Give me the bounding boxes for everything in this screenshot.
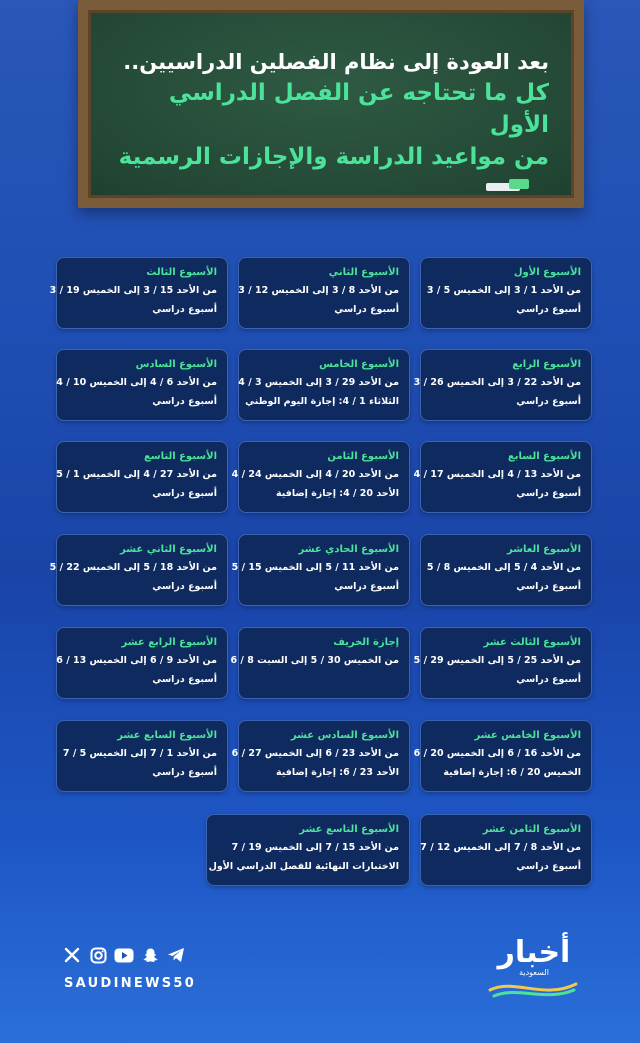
week-note: أسبوع دراسي <box>516 396 581 407</box>
week-card <box>420 534 592 606</box>
week-title: الأسبوع الثامن عشر <box>482 824 581 835</box>
week-title: الأسبوع الرابع <box>512 359 581 370</box>
week-card <box>56 720 228 792</box>
week-title: الأسبوع الرابع عشر <box>121 637 217 648</box>
week-date-range: من الأحد 4 / 5 إلى الخميس 8 / 5 <box>426 562 581 573</box>
week-note: أسبوع دراسي <box>334 581 399 592</box>
week-date-range: من الخميس 30 / 5 إلى السبت 8 / 6 <box>230 655 399 666</box>
week-title: الأسبوع السابع عشر <box>117 730 217 741</box>
week-date-range: من الأحد 8 / 3 إلى الخميس 12 / 3 <box>238 285 399 296</box>
week-card <box>231 441 410 513</box>
week-title: الأسبوع التاسع <box>143 451 217 462</box>
logo-subtitle: السعودية <box>519 968 549 977</box>
week-title: الأسبوع الثامن <box>327 451 399 462</box>
snapchat-icon[interactable] <box>140 945 160 965</box>
week-note: الخميس 20 / 6: إجازة إضافية <box>443 767 581 778</box>
week-card <box>238 349 410 421</box>
week-date-range: من الأحد 22 / 3 إلى الخميس 26 / 3 <box>413 377 581 388</box>
week-title: الأسبوع السادس <box>135 359 217 370</box>
youtube-icon[interactable] <box>114 945 134 965</box>
week-date-range: من الأحد 15 / 7 إلى الخميس 19 / 7 <box>231 842 399 853</box>
x-icon[interactable] <box>62 945 82 965</box>
week-note: أسبوع دراسي <box>152 674 217 685</box>
week-note: أسبوع دراسي <box>152 396 217 407</box>
week-note: أسبوع دراسي <box>152 304 217 315</box>
week-card <box>206 814 410 886</box>
week-date-range: من الأحد 23 / 6 إلى الخميس 27 / 6 <box>231 748 399 759</box>
week-date-range: من الأحد 27 / 4 إلى الخميس 1 / 5 <box>56 469 217 480</box>
week-note: أسبوع دراسي <box>516 861 581 872</box>
week-date-range: من الأحد 18 / 5 إلى الخميس 22 / 5 <box>49 562 217 573</box>
akhbar-logo <box>484 934 584 1000</box>
week-date-range: من الأحد 16 / 6 إلى الخميس 20 / 6 <box>413 748 581 759</box>
week-note: الثلاثاء 1 / 4: إجازة اليوم الوطني <box>245 396 399 407</box>
social-links <box>62 945 186 965</box>
week-card <box>49 257 228 329</box>
week-date-range: من الأحد 1 / 7 إلى الخميس 5 / 7 <box>62 748 217 759</box>
chalkboard-surface <box>88 10 574 198</box>
week-date-range: من الأحد 20 / 4 إلى الخميس 24 / 4 <box>231 469 399 480</box>
week-card <box>420 257 592 329</box>
week-card <box>413 627 592 699</box>
week-title: الأسبوع الثالث <box>146 267 217 278</box>
week-note: الاختبارات النهائية للفصل الدراسي الأول <box>208 861 399 872</box>
week-card <box>230 627 410 699</box>
week-note: أسبوع دراسي <box>516 304 581 315</box>
week-note: أسبوع دراسي <box>516 581 581 592</box>
week-note: الأحد 20 / 4: إجازة إضافية <box>276 488 399 499</box>
week-card <box>56 441 228 513</box>
social-handle: SAUDINEWS50 <box>64 976 197 991</box>
week-card <box>420 814 592 886</box>
week-title: إجازة الخريف <box>333 637 399 648</box>
week-card <box>49 534 228 606</box>
week-date-range: من الأحد 15 / 3 إلى الخميس 19 / 3 <box>49 285 217 296</box>
week-note: أسبوع دراسي <box>152 767 217 778</box>
headline-line-2: كل ما تحتاجه عن الفصل الدراسي الأول <box>168 80 549 138</box>
week-note: أسبوع دراسي <box>516 674 581 685</box>
week-title: الأسبوع الخامس <box>319 359 399 370</box>
headline-line-3: من مواعيد الدراسة والإجازات الرسمية <box>118 144 549 170</box>
week-date-range: من الأحد 8 / 7 إلى الخميس 12 / 7 <box>420 842 581 853</box>
week-card <box>231 720 410 792</box>
week-note: أسبوع دراسي <box>152 581 217 592</box>
week-date-range: من الأحد 29 / 3 إلى الخميس 3 / 4 <box>238 377 399 388</box>
week-title: الأسبوع الثالث عشر <box>483 637 581 648</box>
week-card <box>413 720 592 792</box>
week-date-range: من الأحد 1 / 3 إلى الخميس 5 / 3 <box>426 285 581 296</box>
week-title: الأسبوع السادس عشر <box>290 730 399 741</box>
week-note: أسبوع دراسي <box>334 304 399 315</box>
instagram-icon[interactable] <box>88 945 108 965</box>
week-title: الأسبوع السابع <box>507 451 581 462</box>
week-note: الأحد 23 / 6: إجازة إضافية <box>276 767 399 778</box>
week-card <box>56 627 228 699</box>
week-card <box>56 349 228 421</box>
week-title: الأسبوع الخامس عشر <box>474 730 581 741</box>
week-card <box>413 349 592 421</box>
week-date-range: من الأحد 25 / 5 إلى الخميس 29 / 5 <box>413 655 581 666</box>
week-date-range: من الأحد 9 / 6 إلى الخميس 13 / 6 <box>56 655 217 666</box>
logo-text: أخبار <box>497 935 571 970</box>
week-title: الأسبوع الثاني عشر <box>120 544 217 555</box>
logo-wave-icon <box>484 976 584 1000</box>
headline-line-1: بعد العودة إلى نظام الفصلين الدراسيين.. <box>123 50 549 74</box>
chalk-eraser <box>509 179 529 189</box>
telegram-icon[interactable] <box>166 945 186 965</box>
week-date-range: من الأحد 6 / 4 إلى الخميس 10 / 4 <box>56 377 217 388</box>
week-note: أسبوع دراسي <box>152 488 217 499</box>
week-card <box>231 534 410 606</box>
week-title: الأسبوع الثاني <box>328 267 399 278</box>
week-note: أسبوع دراسي <box>516 488 581 499</box>
week-card <box>413 441 592 513</box>
chalkboard <box>78 0 584 208</box>
week-title: الأسبوع التاسع عشر <box>299 824 399 835</box>
week-title: الأسبوع الأول <box>513 267 581 278</box>
week-title: الأسبوع العاشر <box>506 544 581 555</box>
week-date-range: من الأحد 11 / 5 إلى الخميس 15 / 5 <box>231 562 399 573</box>
week-card <box>238 257 410 329</box>
week-title: الأسبوع الحادي عشر <box>298 544 399 555</box>
week-date-range: من الأحد 13 / 4 إلى الخميس 17 / 4 <box>413 469 581 480</box>
